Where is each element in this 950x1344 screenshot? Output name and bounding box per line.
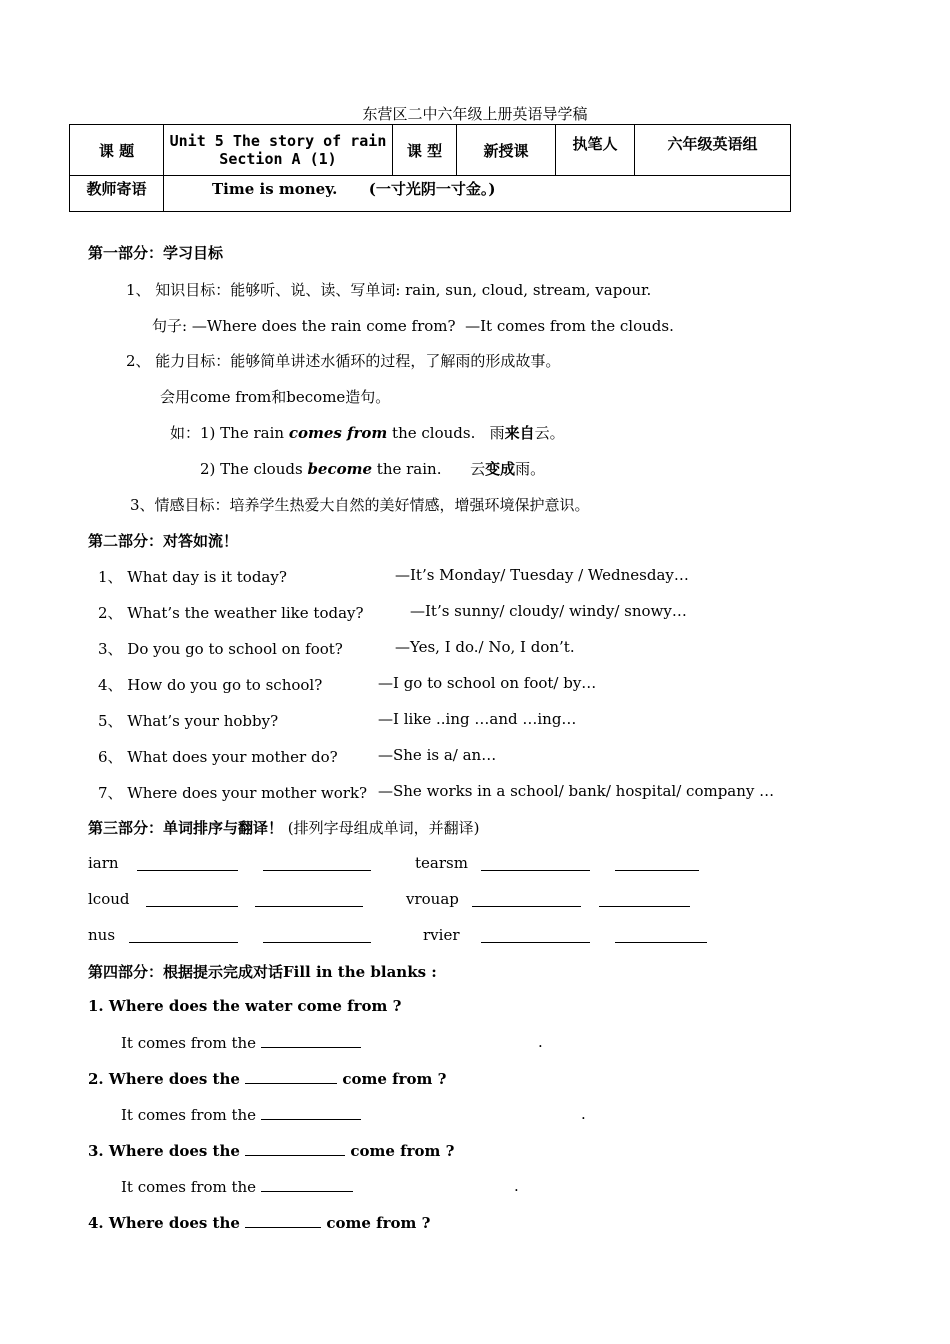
answer-blank[interactable] xyxy=(472,892,581,907)
qa-question: 6、 What does your mother do? xyxy=(98,748,338,766)
part1-line2: 句子: —Where does the rain come from? —It comes from the clouds. xyxy=(152,317,674,335)
teacher-label: 教师寄语 xyxy=(70,176,164,212)
qa-question: 1、 What day is it today? xyxy=(98,568,287,586)
part2-heading: 第二部分：对答如流！ xyxy=(88,532,239,550)
document-title: 东营区二中六年级上册英语导学稿 xyxy=(362,105,588,123)
part1-line4: 会用come from和become造句。 xyxy=(160,388,391,406)
dialog-question-1: 1. Where does the water come from ? xyxy=(88,997,402,1015)
scrambled-word: rvier xyxy=(423,926,460,944)
qa-question: 7、 Where does your mother work? xyxy=(98,784,368,802)
topic-value: Unit 5 The story of rain Section A (1) xyxy=(164,125,393,176)
answer-blank[interactable] xyxy=(245,1213,321,1228)
header-table xyxy=(69,124,791,212)
answer-blank[interactable] xyxy=(245,1141,345,1156)
dialog-answer-3: It comes from the xyxy=(121,1177,353,1196)
answer-blank[interactable] xyxy=(263,856,371,871)
period: . xyxy=(581,1105,586,1123)
part1-line5: 3、情感目标：培养学生热爱大自然的美好情感，增强环境保护意识。 xyxy=(130,496,590,514)
answer-blank[interactable] xyxy=(481,928,590,943)
answer-blank[interactable] xyxy=(615,856,699,871)
part1-line1: 1、 知识目标：能够听、说、读、写单词: rain, sun, cloud, stream, vapour. xyxy=(126,281,652,299)
answer-blank[interactable] xyxy=(245,1069,337,1084)
answer-blank[interactable] xyxy=(146,892,238,907)
type-label: 课 型 xyxy=(393,125,457,176)
example-2: 2) The clouds become the rain. 云变成雨。 xyxy=(200,460,546,478)
type-value: 新授课 xyxy=(457,125,556,176)
topic-label: 课 题 xyxy=(70,125,164,176)
qa-answer: —She is a/ an… xyxy=(378,746,497,764)
answer-blank[interactable] xyxy=(137,856,238,871)
answer-blank[interactable] xyxy=(261,1033,361,1048)
part1-heading: 第一部分：学习目标 xyxy=(88,244,224,262)
period: . xyxy=(538,1033,543,1051)
author-label: 执笔人 xyxy=(556,125,635,176)
answer-blank[interactable] xyxy=(255,892,363,907)
answer-blank[interactable] xyxy=(129,928,238,943)
qa-answer: —Yes, I do./ No, I don’t. xyxy=(395,638,575,656)
answer-blank[interactable] xyxy=(599,892,690,907)
scrambled-word: vrouap xyxy=(406,890,459,908)
qa-answer: —I like ..ing …and …ing… xyxy=(378,710,577,728)
qa-question: 4、 How do you go to school? xyxy=(98,676,323,694)
qa-answer: —It’s sunny/ cloudy/ windy/ snowy… xyxy=(410,602,687,620)
answer-blank[interactable] xyxy=(261,1105,361,1120)
qa-answer: —She works in a school/ bank/ hospital/ company … xyxy=(378,782,775,800)
qa-answer: —I go to school on foot/ by… xyxy=(378,674,597,692)
author-value: 六年级英语组 xyxy=(635,125,791,176)
answer-blank[interactable] xyxy=(615,928,707,943)
dialog-answer-1: It comes from the xyxy=(121,1033,361,1052)
part1-line3: 2、 能力目标：能够简单讲述水循环的过程，了解雨的形成故事。 xyxy=(126,352,561,370)
qa-answer: —It’s Monday/ Tuesday / Wednesday… xyxy=(395,566,689,584)
teacher-message: Time is money. (一寸光阴一寸金。) xyxy=(164,176,791,212)
part3-heading: 第三部分：单词排序与翻译！ (排列字母组成单词，并翻译) xyxy=(88,819,480,837)
answer-blank[interactable] xyxy=(263,928,371,943)
qa-question: 5、 What’s your hobby? xyxy=(98,712,279,730)
scrambled-word: iarn xyxy=(88,854,119,872)
period: . xyxy=(514,1177,519,1195)
dialog-answer-2: It comes from the xyxy=(121,1105,361,1124)
part4-heading: 第四部分：根据提示完成对话Fill in the blanks : xyxy=(88,963,437,981)
dialog-question-4: 4. Where does the come from ? xyxy=(88,1214,431,1232)
qa-question: 2、 What’s the weather like today? xyxy=(98,604,364,622)
scrambled-word: lcoud xyxy=(88,890,130,908)
dialog-question-3: 3. Where does the come from ? xyxy=(88,1142,455,1160)
example-1: 如：1) The rain comes from the clouds. 雨来自云。 xyxy=(170,424,565,442)
dialog-question-2: 2. Where does the come from ? xyxy=(88,1070,447,1088)
qa-question: 3、 Do you go to school on foot? xyxy=(98,640,343,658)
scrambled-word: tearsm xyxy=(415,854,468,872)
answer-blank[interactable] xyxy=(261,1177,353,1192)
answer-blank[interactable] xyxy=(481,856,590,871)
scrambled-word: nus xyxy=(88,926,116,944)
